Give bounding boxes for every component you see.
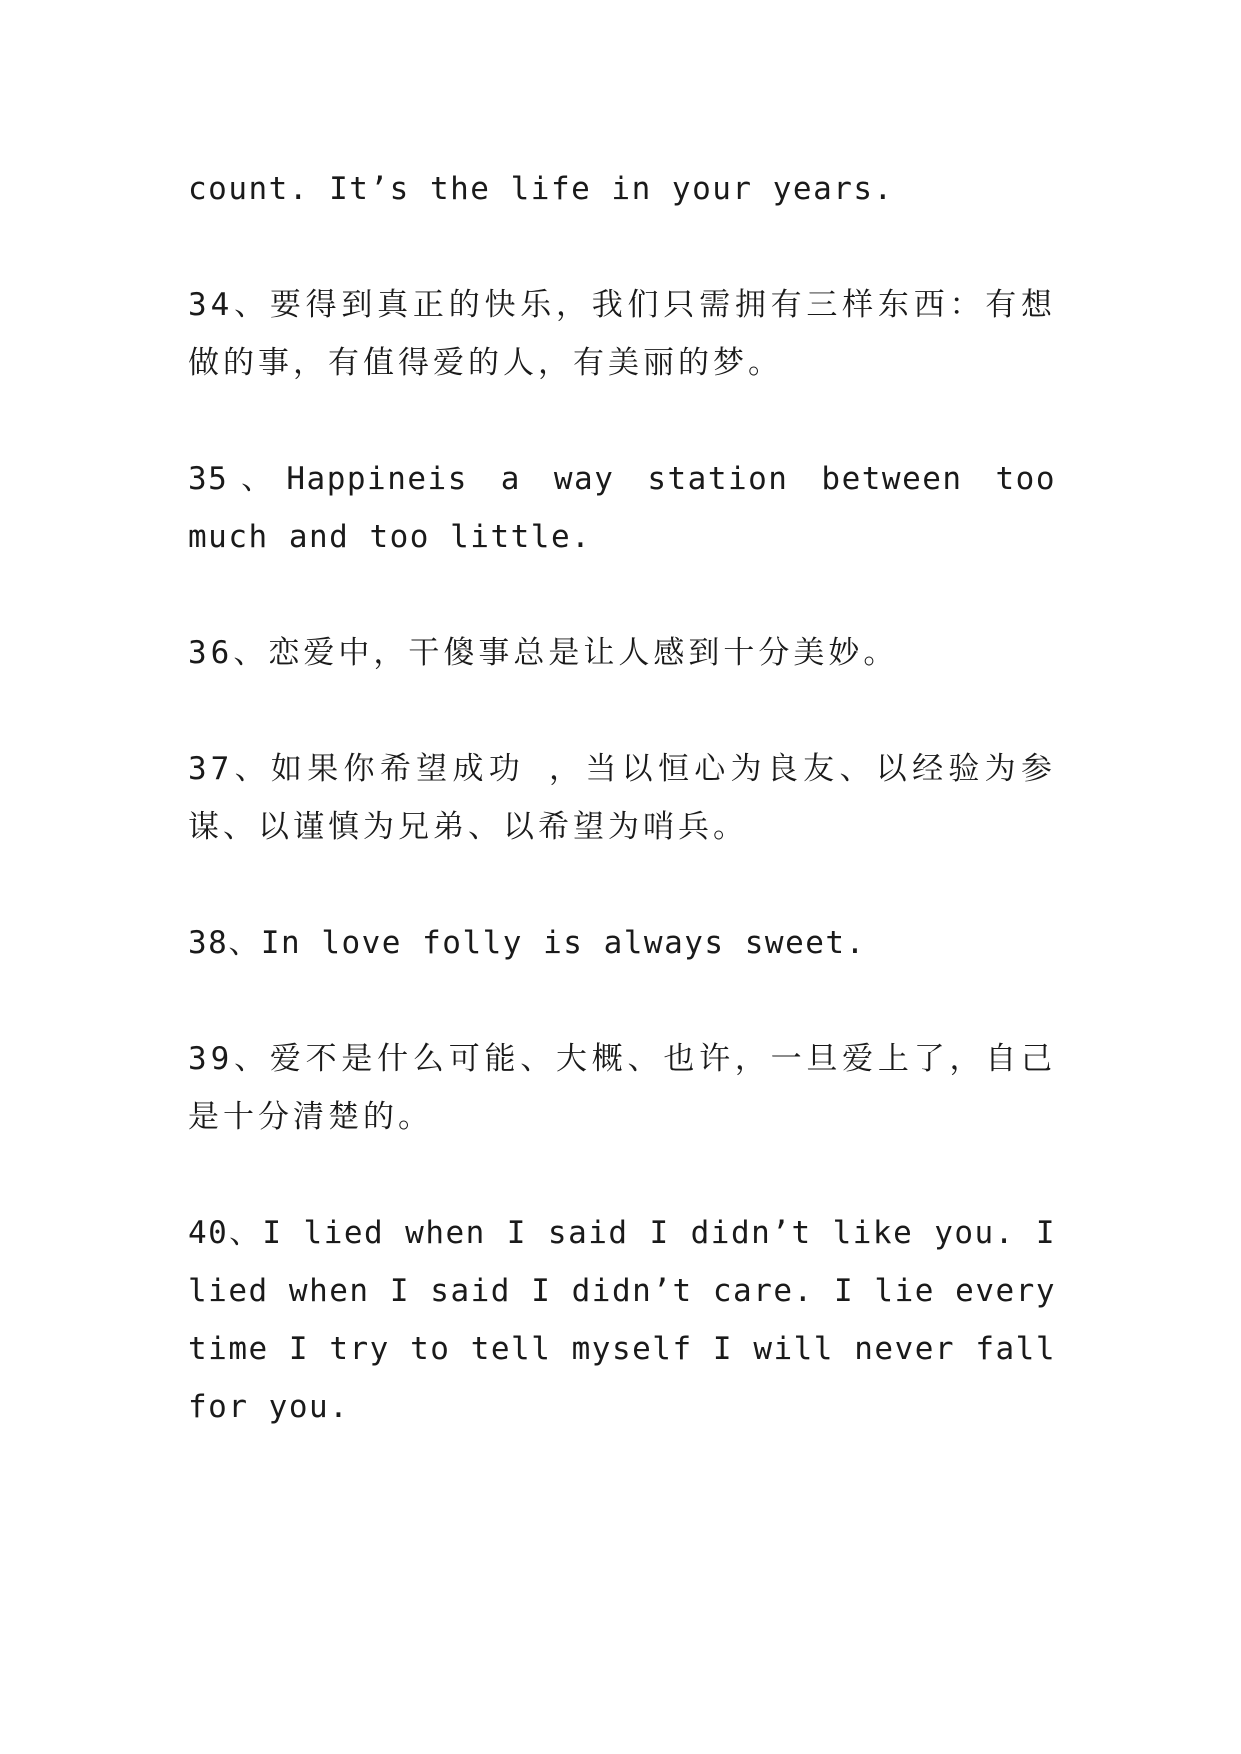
paragraph-35: 35、Happineis a way station between too much and too little. bbox=[188, 461, 1056, 555]
paragraph-37: 37、如果你希望成功 ，当以恒心为良友、以经验为参谋、以谨慎为兄弟、以希望为哨兵。 bbox=[188, 751, 1056, 845]
paragraph-36: 36、恋爱中，干傻事总是让人感到十分美妙。 bbox=[188, 635, 899, 671]
paragraph-39: 39、爱不是什么可能、大概、也许，一旦爱上了，自己是十分清楚的。 bbox=[188, 1041, 1056, 1135]
paragraph-38: 38、In love folly is always sweet. bbox=[188, 925, 866, 961]
paragraph-continuation: count. It’s the life in your years. bbox=[188, 171, 894, 207]
paragraph-40: 40、I lied when I said I didn’t like you. I lied when I said I didn’t care. I lie every time I try to tell myself I will never fall for you. bbox=[188, 1215, 1056, 1425]
paragraph-34: 34、要得到真正的快乐，我们只需拥有三样东西：有想做的事，有值得爱的人，有美丽的梦。 bbox=[188, 287, 1056, 381]
document-body bbox=[188, 160, 1056, 1494]
